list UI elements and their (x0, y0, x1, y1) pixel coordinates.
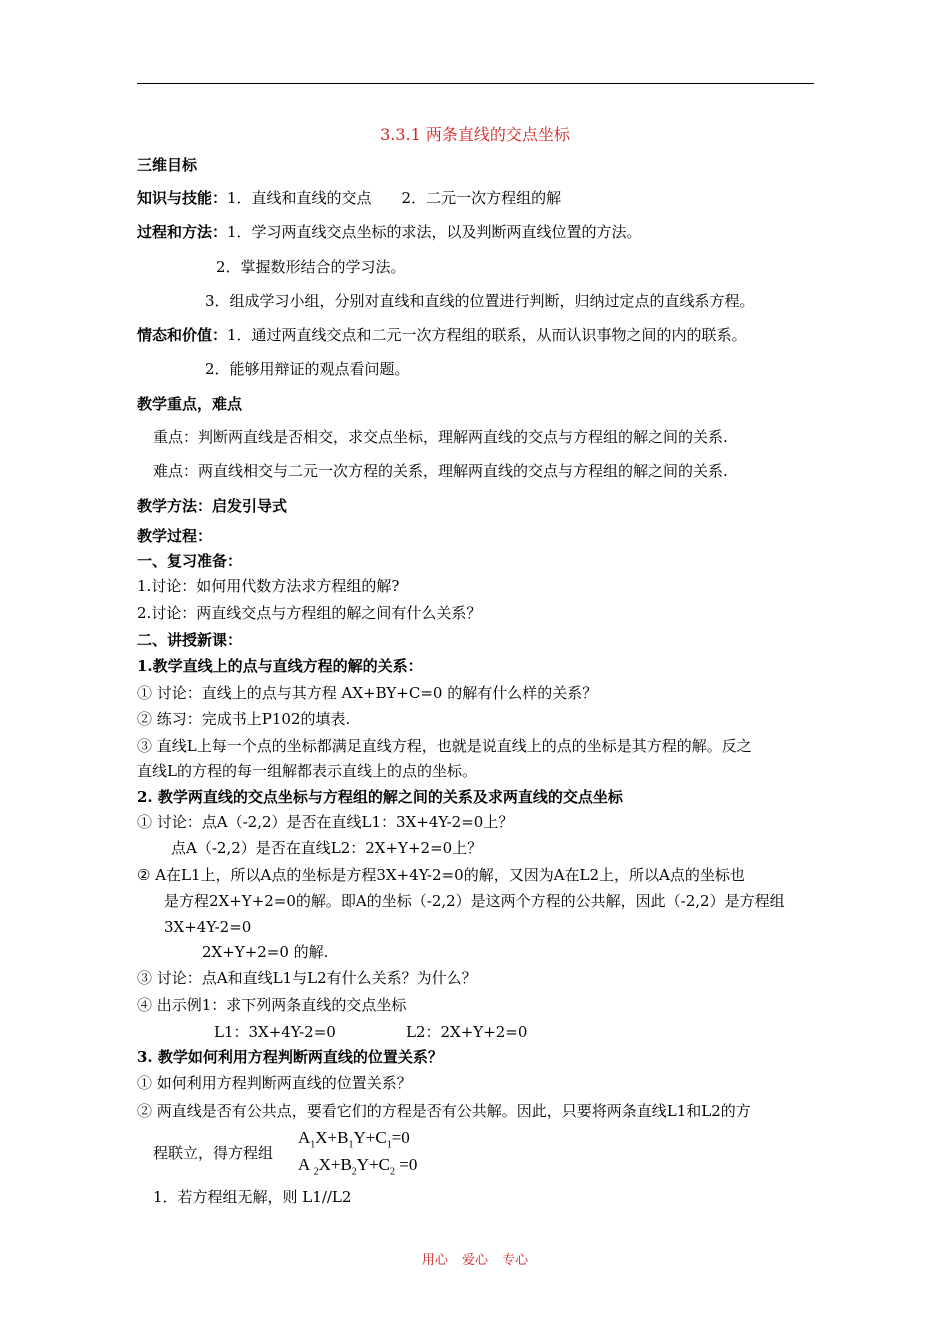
key-point-text: 重点：判断两直线是否相交，求交点坐标，理解两直线的交点与方程组的解之间的关系. (153, 428, 728, 446)
goal-knowledge-skills (137, 188, 561, 208)
goal-item: 2．能够用辩证的观点看问题。 (205, 360, 410, 378)
topic-heading-1: 1.教学直线上的点与直线方程的解的关系： (137, 657, 423, 675)
paragraph-line: ④ 出示例1：求下列两条直线的交点坐标 (137, 996, 407, 1014)
subheading-new-lesson: 二、讲授新课： (137, 631, 243, 649)
paragraph-line: 2.讨论：两直线交点与方程组的解之间有什么关系？ (137, 604, 482, 622)
topic-heading-2: 2. 教学两直线的交点坐标与方程组的解之间的关系及求两直线的交点坐标 (137, 788, 623, 806)
section-heading-goals: 三维目标 (137, 156, 198, 174)
section-heading-process: 教学过程： (137, 527, 213, 545)
example-line-l2: L2：2X+Y+2=0 (406, 1023, 528, 1041)
paragraph-line: 是方程2X+Y+2=0的解。即A的坐标（-2,2）是这两个方程的公共解，因此（-2,2）是方程组 (164, 892, 785, 910)
goal-label: 过程和方法： (137, 223, 228, 241)
teaching-method: 教学方法：启发引导式 (137, 497, 288, 515)
goal-text: 1．直线和直线的交点 2．二元一次方程组的解 (227, 189, 562, 207)
goal-item: 2．掌握数形结合的学习法。 (216, 258, 406, 276)
paragraph-line: ① 如何利用方程判断两直线的位置关系？ (137, 1074, 412, 1092)
goal-label: 知识与技能： (137, 189, 228, 207)
goal-item: 3．组成学习小组，分别对直线和直线的位置进行判断，归纳过定点的直线系方程。 (205, 292, 755, 310)
paragraph-line: 点A（-2,2）是否在直线L2：2X+Y+2=0上？ (171, 839, 483, 857)
paragraph-line: ③ 讨论：点A和直线L1与L2有什么关系？为什么？ (137, 969, 477, 987)
equation-system-row-1: $A_1X+B_1Y+C_1=0$ (298, 1128, 410, 1151)
goal-emotion-values (137, 325, 747, 345)
paragraph-line: ① 讨论：直线上的点与其方程 AX+BY+C=0 的解有什么样的关系？ (137, 684, 598, 702)
equation-system-row-2: A $_2X+B_2Y+C_2 =0$ (298, 1155, 418, 1178)
paragraph-line: 直线L的方程的每一组解都表示直线上的点的坐标。 (137, 762, 477, 780)
paragraph-line: ② 两直线是否有公共点，要看它们的方程是否有公共解。因此，只要将两条直线L1和L2的方 (137, 1102, 751, 1120)
goal-process-method (137, 222, 642, 242)
topic-heading-3: 3. 教学如何利用方程判断两直线的位置关系？ (137, 1048, 443, 1066)
document-title: 3.3.1 两条直线的交点坐标 (380, 125, 570, 144)
goal-label: 情态和价值： (137, 326, 228, 344)
paragraph-line: 程联立，得方程组 (153, 1144, 274, 1162)
example-line-l1: L1：3X+4Y-2=0 (214, 1023, 336, 1041)
goal-text: 1．通过两直线交点和二元一次方程组的联系，从而认识事物之间的内的联系。 (227, 326, 747, 344)
goal-text: 1．学习两直线交点坐标的求法，以及判断两直线位置的方法。 (227, 223, 642, 241)
subheading-review: 一、复习准备： (137, 552, 243, 570)
equation-line: 2X+Y+2=0 的解. (202, 943, 329, 961)
paragraph-line: 1.讨论：如何用代数方法求方程组的解? (137, 577, 400, 595)
paragraph-line: ② A在L1上，所以A点的坐标是方程3X+4Y-2=0的解，又因为A在L2上，所以A点的坐标也 (137, 866, 745, 884)
paragraph-line: ① 讨论：点A（-2,2）是否在直线L1：3X+4Y-2=0上？ (137, 813, 514, 831)
paragraph-line: 1．若方程组无解，则 L1//L2 (153, 1188, 352, 1206)
paragraph-line: ② 练习：完成书上P102的填表. (137, 710, 351, 728)
paragraph-line: ③ 直线L上每一个点的坐标都满足直线方程，也就是说直线上的点的坐标是其方程的解。反之 (137, 737, 752, 755)
page-footer: 用心 爱心 专心 (421, 1253, 529, 1268)
equation-line: 3X+4Y-2=0 (164, 918, 252, 936)
difficulty-text: 难点：两直线相交与二元一次方程的关系，理解两直线的交点与方程组的解之间的关系. (153, 462, 728, 480)
header-rule (137, 83, 814, 84)
section-heading-key-points: 教学重点，难点 (137, 395, 243, 413)
